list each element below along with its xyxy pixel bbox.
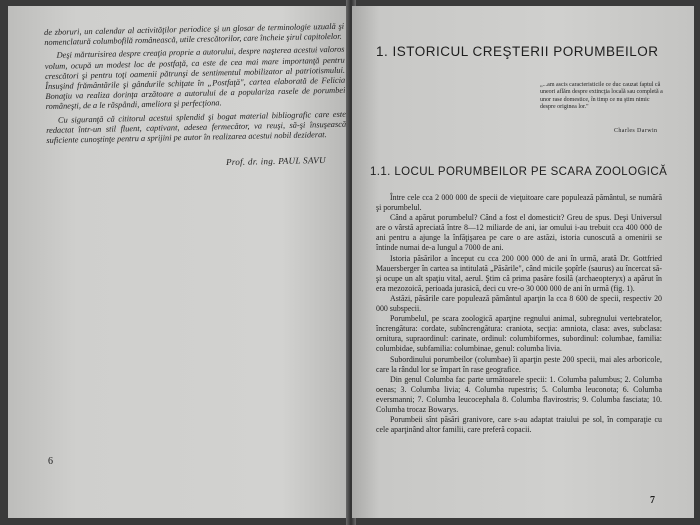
section-title: 1.1. LOCUL PORUMBEILOR PE SCARA ZOOLOGICĂ <box>370 166 668 178</box>
epigraph-quote: „...am ascis caracteristicile ce duc cauzat faptul că uneori aflăm despre extincţia locală sau completă a unor rase domestice, în timp ce nu ştim nimic despre originea lor." <box>540 82 663 111</box>
body-paragraph: Când a apărut porumbelul? Când a fost el domesticit? Greu de spus. Deşi Universul are o vârstă apreciată între 8—12 miliarde de ani, iar omului i-au trebuit cca 400 000 de ani pentru a ajunge la înfăţişarea pe care o are astăzi, istoria cunoscută a omenirii se întinde numai de-a lungul a 7000 de ani. <box>376 213 662 253</box>
foreword-paragraph: de zboruri, un calendar al activităţilor periodice şi un glosar de terminologie uzuală şi nomenclatură columbofilă românească, utile crescătorilor, care încheie şirul capitolelor. <box>44 21 345 48</box>
body-paragraph: Porumbelul, pe scara zoologică aparţine regnului animal, subregnului vertebratelor, încrengătura: cordate, subîncrengătura: craniota, secţia: amniota, clasa: aves, subclasa: ornitura, supraordinul: carinate, ordinul: columbiformes, subordinul: columbae, familia: columbidae, subfamilia: columbinae, genul: columba livia. <box>376 314 662 354</box>
left-page <box>8 6 350 518</box>
chapter-title: 1. ISTORICUL CREŞTERII PORUMBEILOR <box>376 44 659 59</box>
foreword-paragraph: Cu siguranţă că cititorul acestui splendid şi bogat material bibliografic care este redactat într-un stil fluent, captivant, adesea fermecător, va reuşi, să-şi însuşească suficiente cunoştinţe pentru a sprijini pe autor în realizarea acestui nobil deziderat. <box>46 109 347 146</box>
body-paragraph: Istoria păsărilor a început cu cca 200 000 000 de ani în urmă, arată Dr. Gottfried Mauersberger în cartea sa intitulată „Păsările", când micile şopîrle (saurus) au încercat să-şi ocupe un alt spaţiu vital, aerul. Ştim că prima pasăre fosilă (archaeopteryx) a apărut în era mezozoică, perioada jurasică, deci cu vre-o 30 000 000 de ani în urmă (fig. 1). <box>376 253 662 293</box>
body-paragraph: Porumbeii sînt păsări granivore, care s-au adaptat traiului pe sol, în comparaţie cu cele aparţinând altor familii, care preferă copacii. <box>376 415 662 435</box>
foreword-signature: Prof. dr. ing. PAUL SAVU <box>225 154 326 168</box>
page-number-right: 7 <box>650 495 655 506</box>
body-paragraph: Între cele cca 2 000 000 de specii de vieţuitoare care populează pământul, se numără şi porumbelul. <box>376 193 662 213</box>
body-paragraph: Din genul Columba fac parte următoarele specii: 1. Columba palumbus; 2. Columba oenas; 3. Columba livia; 4. Columba rupestris; 5. Columba leuconota; 6. Columba eversmanni; 7. Columba leucocephala 8. Columba flavirostris; 9. Columba fasciata; 10. Columba trocaz Bowarys. <box>376 374 662 414</box>
body-paragraph: Astăzi, păsările care populează pământul aparţin la cca 8 600 de specii, respectiv 20 000 subspecii. <box>376 293 662 314</box>
body-paragraph: Subordinului porumbeilor (columbae) îi aparţin peste 200 specii, mai ales arboricole, care la rândul lor se împart în rase geografice. <box>376 354 662 374</box>
section-body <box>376 193 662 435</box>
page-number-left: 6 <box>48 456 53 467</box>
epigraph-author: Charles Darwin <box>614 128 658 134</box>
foreword-text <box>44 22 346 149</box>
right-page <box>352 6 694 518</box>
foreword-paragraph: Deşi mărturisirea despre creaţia proprie a autorului, despre naşterea acestui valoros volum, ocupă un modest loc de postfaţă, ca este de cea mai mare importanţă pentru crescători şi pentru toţi oamenii pătrunşi de sentimentul mobilizator al patriotismului. Însuşind frământările şi gândurile schiţate în „Postfaţă", cartea elaborată de Felicia Bonaţiu va realiza dorinţa arzătoare a autorului de a populariza rasele de porumbei româneşti, de a le răspândi, ameliora şi perfecţiona. <box>44 45 346 112</box>
